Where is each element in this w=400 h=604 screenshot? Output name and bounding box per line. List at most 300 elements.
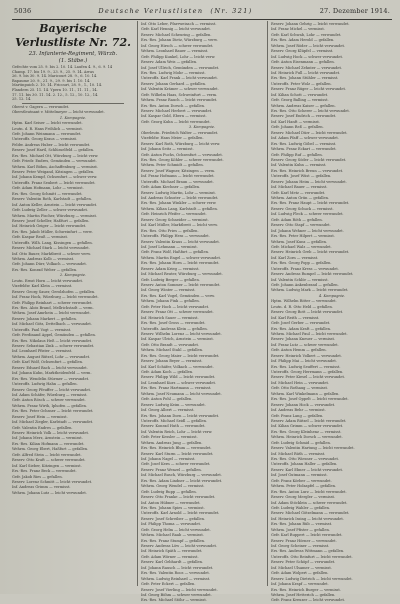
casualty-entry: Wehrm. Georg Ebert, Haßfurt — gefallen. [12,447,89,452]
battle-legend [12,65,134,102]
casualty-list [12,116,134,497]
casualty-entry: Unteroffz. Peter Wolz — gefallen. [271,81,332,86]
casualty-entry: Wehrm. August Rützel, Lohr — verwundet. [12,354,91,359]
casualty-entry: Reserv. Johann Kneuer — vermisst. [271,337,336,342]
casualty-entry: Gefr. Ludwig Zeller — schwer verwundet. [12,208,89,213]
casualty-entry: Reserv. Franz Hörner — verwundet. [271,538,337,543]
casualty-entry: Reserv. Konrad Huth — verwundet. [141,424,206,429]
casualty-entry: Reserv. Johann Heim — leicht verwundet. [271,179,347,184]
casualty-entry: Reserv. Adam Krieg — vermisst. [141,266,200,271]
casualty-entry: Reserv. Karl Roth, Würzburg — leicht verw. [141,141,221,146]
casualty-entry: Gefr. Karl Wolf, Ochsenfurt — gefallen. [12,360,84,365]
column-2 [141,22,263,604]
casualty-entry: Wehrm. Josef Röder — leicht verwundet. [271,43,346,48]
casualty-entry: Unteroffz. Otto Reinfurt — leicht verwundet. [271,554,353,559]
legend-line: 17. 11. bis 30. 11. 14. 2. 12., 5. 12., 10. 12., 14. [12,92,99,97]
casualty-entry: Inf. Otto Bauer, Marktbreit — schwer verw. [12,251,91,256]
casualty-entry: Ers.-Res. Karl Vogel, Gemünden — verw. [141,293,215,298]
casualty-entry: Inf. Karl Hanft — vermisst. [271,119,321,124]
casualty-entry: Gefr. Georg Kuhn — leicht verwundet. [141,119,211,124]
casualty-entry: Ers.-Res. Franz Stumpf — gefallen. [141,538,206,543]
company-heading: 3. Kompagnie. [188,125,216,130]
casualty-entry: Reserv. Georg Schneider — vermisst. [141,217,209,222]
casualty-entry: Ers.-Res. Josef Oppelt — leicht verwundet. [271,397,349,402]
casualty-entry: Inf. Georg Böhm — schwer verwundet. [141,592,212,597]
casualty-entry: Inf. Karl Sieber, Kitzingen — vermisst. [12,463,82,468]
casualty-entry: Reserv. Ludwig Martin, Lohr — vermisst. [141,190,216,195]
legend-line: Champ. 17. bis 19. 9., 23. 9., 25. 9. 14. Arras [12,69,94,74]
casualty-entry: Vizefeldw. Hans Meier — gefallen. [141,136,204,141]
casualty-entry: Unteroffz. Ludwig Hahn — gefallen. [12,382,78,387]
casualty-entry: Inf. Franz Hock, Würzburg — leicht verwundet. [12,295,99,300]
casualty-entry: Ers.-Res. Johann Dietz, Würzburg — verw. [141,38,218,43]
casualty-entry: Inf. Andreas Grimm — vermisst. [12,485,71,490]
casualty-entry: Gefr. Josef Gerber — verwundet. [271,321,331,326]
casualty-entry: Wehrm. Josef Kunz — gefallen. [271,239,328,244]
casualty-entry: Vizefeldw. Karl Klein — vermisst. [12,284,73,289]
casualty-entry: Inf. Valentin Kuhn — vermisst. [271,163,327,168]
casualty-entry: Oberleutn. Friedrich Walter — verwundet. [141,130,219,135]
casualty-entry: Gefr. Karl Schwab, Lohr — verwundet. [271,32,342,37]
casualty-entry: Wehrm. Michael Stahl — gefallen. [141,348,204,353]
casualty-entry: Gefr. Adam Röth — gefallen. [271,217,323,222]
casualty-entry: Inf. Leonhard Kurz — schwer verwundet. [141,380,217,385]
casualty-entry: Reserv. Josef Endrich — verwundet. [271,114,337,119]
casualty-entry: Wehrm. Martin Fischer, Würzburg — vermisst. [12,213,98,218]
casualty-entry: Reserv. Otto Stapf — verwundet. [271,223,331,228]
casualty-entry: Leutn. d. R. Hans Fröhlich — vermisst. [12,126,83,131]
casualty-entry: Wehrm. Peter Holzapfel — gefallen. [271,484,337,489]
casualty-entry: Ers.-Res. Ludwig Mohr — vermisst. [141,70,206,75]
casualty-entry: Reserv. Heinrich Greb — leicht verwundet. [271,250,350,255]
casualty-entry: Wehrm. Andreas Kolb — vermisst. [12,257,75,261]
casualty-entry: Gefr. Adam Kirchner — gefallen. [141,185,201,190]
casualty-entry: Reserv. Valentin Hartung — leicht verwundet. [271,446,355,451]
casualty-entry: Reserv. Johann Gehrig — leicht verwundet. [271,22,350,26]
casualty-entry: Ers.-Res. Adam Kraft — gefallen. [271,326,332,331]
casualty-entry: Gefr. Anton Rösch — schwer verwundet. [12,398,86,403]
casualty-entry: Reserv. Johann Gerhard — gefallen. [141,81,207,86]
casualty-entry: Gefr. Michael Walz — verwundet. [271,244,332,249]
casualty-entry: Unteroffz. Paul Vogt — vermisst. [12,327,72,332]
casualty-entry: Gefr. Ludwig Berger — gefallen. [141,277,200,282]
header-rule [12,19,392,20]
casualty-entry: Ers.-Res. Konrad Weber — gefallen. [12,267,78,272]
company-heading: 2. Kompagnie. [59,273,87,278]
casualty-entry: Wehrm. Ludwig Reinhard — vermisst. [141,576,211,581]
casualty-entry: Reserv. Johann Beyer — vermisst. [141,359,203,364]
casualty-entry: Inf. Johann Seitz — vermisst. [141,147,194,152]
casualty-entry: Reserv. Georg Pfeuffer — leicht verwundet. [12,387,92,392]
casualty-entry: Ers.-Res. Johann Spies — vermisst. [141,505,205,510]
casualty-entry: Wehrm. Ludwig Mark — leicht verwundet. [271,288,349,293]
casualty-entry: Inf. Kilian Grimm — schwer verwundet. [271,424,344,429]
legend-line: Bapaume 20. 9., 21. 9., 29. 9. bis 1. 10. 14. [12,78,91,83]
staff-entry: Oberstleutnant v. Mittelmeyer — leicht verwundet. [12,110,105,115]
casualty-entry: Reserv. Josef Schreiber — gefallen. [141,516,206,521]
casualty-entry: Wehrm. Leonhard Bauer — vermisst. [141,49,209,54]
casualty-entry: Wehrm. Kilian Lang, Karlstadt — gefallen. [141,206,218,211]
casualty-entry: Gefr. Anton Hemm — gefallen. [271,348,327,353]
casualty-entry: Gefr. Adam Koch — gefallen. [141,370,194,374]
casualty-entry: Unteroffz. Johann Haller — gefallen. [271,462,338,467]
casualty-entry: Inf. Kaspar Ulrich, Arnstein — vermisst. [141,337,214,342]
casualty-entry: Inf. Johann Wehner — leicht verwundet. [271,228,344,233]
casualty-entry: Unteroffz. Franz Kress — verwundet. [271,266,339,271]
legend-line: Gefechte vom 25. 9. bis 2. 10. 14. Laufen 4. 9., 6. 9. 14 [12,65,113,69]
casualty-entry: Inf. Michael Bauer — vermisst. [271,185,328,190]
casualty-entry: Ers.-Res. Johann Dorn — leicht verwundet. [141,413,220,418]
casualty-entry: Wehrm. Heinrich Dorsch — verwundet. [271,435,343,440]
company-heading: 1. Kompagnie. [59,115,87,120]
regiment-heading: 23. Infanterie-Regiment, Würzb. [28,51,118,57]
casualty-entry: Leutn. Ernst Horn — leicht verwundet. [12,278,84,283]
casualty-entry: Inf. Anton Keller, Arnstein — leicht verwundet. [12,202,98,207]
casualty-entry: Ers.-Res. Franz Haupt — leicht verwundet. [271,201,350,206]
casualty-entry: Gefr. Franz Kreuzer — leicht verwundet. [271,598,346,603]
casualty-entry: Ers.-Res. Heinrich Breun — verwundet. [271,168,344,173]
casualty-entry: Reserv. Georg Schuck — vermisst. [271,206,334,211]
casualty-entry: Ers.-Res. Heinrich Blum — verwundet. [141,446,212,451]
casualty-entry: Gefr. Georg Balling — vermisst. [271,98,329,103]
casualty-entry: Ers.-Res. Georg Köhler — schwer verwundet. [141,157,224,162]
casualty-entry: Ers.-Res. Otto Fries — gefallen. [141,228,199,233]
casualty-entry: Wehrm. Josef Pfister — gefallen. [271,527,330,532]
casualty-entry: Ers.-Res. Anton Lurz — leicht verwundet. [271,489,347,494]
casualty-entry: Inf. Franz Hofmann — leicht verwundet. [141,174,215,179]
casualty-entry: Ers.-Res. Franz Hartmann — vermisst. [141,386,212,391]
casualty-entry: Gefr. Otto Brandt — verwundet. [141,342,200,347]
casualty-entry: Gefr. Peter Hoch — leicht verwundet. [141,304,210,309]
casualty-entry: Wehrm. Johann Fink — gefallen. [141,299,200,304]
casualty-entry: Inf. Johann Nagel — vermisst. [141,457,196,461]
casualty-entry: Inf. Georg Winter — vermisst. [141,288,196,293]
casualty-entry: Wehrm. Peter Schmidt — gefallen. [141,163,204,168]
casualty-entry: Reserv. Josef Hein — vermisst. [12,414,68,419]
casualty-entry: Reserv. Johann Hock — verwundet. [271,402,336,407]
casualty-entry: Inf. Georg Albert — vermisst. [141,408,195,413]
casualty-entry: Ers.-Res. Adam Herold — gefallen. [271,38,335,43]
casualty-entry: Gefr. Anton Fuchs, Ochsenfurt — verwundet. [141,152,224,157]
casualty-entry: Ers.-Res. Josef Gross — verwundet. [141,321,206,326]
casualty-entry: Gefr. Ludwig Wahler — gefallen. [271,505,331,510]
casualty-entry: Gefr. Anton Eisenmann — gefallen. [271,60,335,65]
casualty-entry: Gefr. Adam Hofmann, Lohr — vermisst. [12,186,84,191]
casualty-entry: Ers.-Res. Johann Horn — leicht verwundet. [141,261,220,266]
casualty-entry: Inf. Otto Leber, Pfarrweisach — vermisst. [141,22,217,26]
casualty-entry: Reserv. Franz Rüger — leicht verwundet. [271,87,347,92]
list-title: Bayerische Verlustliste Nr. 72. [15,22,131,49]
casualty-entry: Wehrm. Michael Paul — leicht verwundet. [271,331,348,336]
casualty-entry: Inf. Kilian Schott — verwundet. [271,92,329,97]
casualty-entry: Gefr. Karl Ruppert — leicht verwundet. [271,533,343,538]
casualty-entry: Reserv. Sebastian Zink — schwer verwundet. [12,344,95,348]
casualty-entry: Inf. Andreas Behr — vermisst. [271,408,326,413]
casualty-entry: Wehrm. Andreas Jung — gefallen. [141,440,203,445]
publication-date: 27. Dezember 1914. [319,7,390,15]
casualty-entry: Reserv. Adam Rützel — leicht verwundet. [271,418,347,423]
casualty-entry: Inf. Johann Rausch — leicht verwundet. [141,565,214,570]
casualty-entry: Inf. Michael Ulsamer — vermisst. [271,565,332,570]
casualty-entry: Ers.-Res. Georg Kleinhenz — vermisst. [271,429,342,434]
casualty-entry: Reserv. Josef Scheller, Haßfurt — gefallen. [12,218,90,223]
casualty-entry: Gefr. Franz Körber — verwundet. [271,478,332,483]
casualty-entry: Reserv. Otto Franke — leicht verwundet. [141,495,216,500]
casualty-entry: Wehrm. Franz Eckart — verwundet. [271,147,337,152]
casualty-entry: Ers.-Res. Georg Schmitt — verwundet. [12,191,83,196]
column-divider [137,21,138,586]
casualty-entry: Reserv. Valentin Kraus — leicht verwundet. [141,239,220,244]
casualty-entry: Reserv. Karl Gebhardt — gefallen. [141,560,204,565]
casualty-entry: Reserv. Josef Hartl, Schlüsselfeld — gefallen. [12,148,95,153]
casualty-entry: Ers.-Res. Valentin Roos — verwundet. [141,571,210,576]
casualty-entry: Inf. Josef Ullrich, Gemünden — verwundet. [141,65,220,70]
casualty-entry: Inf. Valentin Reich, Lohr — leicht verw. [141,429,213,434]
casualty-entry: Unteroffz. Wilh. Lang, Kissingen — gefallen. [12,240,93,245]
casualty-entry: Reserv. Georg Mergler — vermisst. [271,495,336,500]
casualty-entry: Inf. Josef Gutmann — vermisst. [271,473,328,478]
staff-entries [12,105,134,116]
casualty-entry: Ers.-Res. Johann Stühler — vermisst. [271,76,339,81]
casualty-entry: Inf. Michael Reuter, Würzburg — verwundet. [141,272,223,277]
casualty-entry: Wehrm. Franz Wirth, Iphofen — gefallen. [12,403,88,408]
casualty-entry: Ers.-Res. Alois Brand, Mellrichstadt — verm. [12,305,94,310]
casualty-entry: Gefr. Jakob Ries — gefallen. [12,474,63,479]
casualty-entry: Inf. Adam Schäfer, Würzburg — vermisst. [12,392,88,397]
casualty-entry: Ers.-Res. Michael Ott, Würzburg — leicht verw. [12,153,99,158]
casualty-entry: Wehrm. Anton Grün — gefallen. [271,196,330,200]
casualty-entry: Gefr. Ludwig Schmid — gefallen. [271,440,331,445]
casualty-entry: Reserv. Peter Kiesel — leicht verwundet. [271,375,346,380]
casualty-entry: Gefr. Johann Ankenbrand — gefallen. [271,283,339,287]
casualty-entry: Inf. Michael Rüth — vermisst. [271,451,326,456]
casualty-entry: Ers.-Res. Georg Maier — leicht verwundet. [141,353,220,358]
casualty-entry: Ers.-Res. Kilian Hofmann — verwundet. [12,441,85,446]
legend-line: 26. 9. bis 30. 9. 14. Maricourt 28. 9., 6. 10. 14. [12,74,98,79]
casualty-entry: Gefr. Adam Wolpert — gefallen. [271,571,329,576]
casualty-entry: Reserv. Georg Söder — leicht verwundet. [271,157,347,162]
casualty-entry: Reserv. Ludwig Keim — verwundet. [141,402,206,407]
casualty-entry: Inf. Heinrich Full — leicht verwundet. [271,70,341,75]
casualty-entry: Inf. Heinrich Späth — verwundet. [141,549,203,554]
casualty-entry: Ers.-Res. Peter Hilpert — vermisst. [271,234,335,239]
casualty-entry: Wehrm. Josef Hetterich — gefallen. [271,592,336,597]
publication-title: Deutsche Verlustlisten (Nr. 321) [98,7,253,15]
casualty-entry: Inf. Johann Krapf — verwundet. [271,582,329,587]
casualty-entry: Gefr. Anton Pohl — gefallen. [141,397,193,402]
casualty-entry: Ers.-Res. Jakob Müller, Schweinfurt — verw. [12,229,93,234]
casualty-entry: Reserv. Anton Sommer — leicht verwundet. [141,283,221,287]
casualty-entry: Reserv. Andreas Löw — leicht verwundet. [141,544,218,548]
casualty-entry: Reserv. Lorenz Schmitt — leicht verwundet. [12,479,93,484]
casualty-entry: Gefr. Johann Reß — gefallen. [271,125,324,130]
casualty-entry: Gefr. Friedr. Endres, Gemünden — verwundet. [12,159,97,164]
casualty-entry: Inf. Adam Pfaff — schwer verwundet. [271,136,339,141]
casualty-entry: Inf. Philipp Thoma — verwundet. [141,522,202,527]
staff-entry: Oberst v. Gagern — verwundet. [12,104,70,109]
casualty-entry: Unteroffz. Michael Braun — verwundet. [141,179,214,184]
casualty-entry: Feldw. Andreas Huber — leicht verwundet. [12,142,91,147]
casualty-entry: Wehrm. Josef Amrhein — leicht verwundet. [12,311,91,316]
casualty-entry: Reserv. Michael Herbert — verwundet. [141,109,213,113]
casualty-entry: Gefr. Peter Eckert — gefallen. [141,582,196,587]
casualty-entry: Inf. Michael Ziegler, Karlstadt — verwundet. [12,420,94,425]
casualty-entry: Ers.-Res. Michael Stöhr — vermisst. [141,598,207,603]
casualty-entry: Gefr. Ludwig Rupp — gefallen. [141,489,197,494]
casualty-entry: Reserv. Josef Vierling — leicht verwundet. [141,587,218,592]
casualty-entry: Gefr. Philipp Ruf — gefallen. [271,152,323,157]
casualty-entry: Inf. Franz Michel — vermisst. [271,27,325,32]
casualty-entry: Reserv. Johann Markert — gefallen. [12,316,77,321]
casualty-entry: Inf. Johann Kuhn, Marktheidenfeld — verm. [12,371,92,376]
casualty-entry: Unteroffz. Georg Herrmann — gefallen. [271,370,344,374]
casualty-entry: Unteroffz. Franz Seubert — leicht verwundet. [12,180,96,185]
casualty-entry: Gefr. Johann Weinmann — verwundet. [12,131,82,136]
casualty-entry: Ers.-Res. Georg Popp — gefallen. [271,261,332,266]
casualty-entry: Gefr. Heinrich Pfeifer — verwundet. [141,212,207,217]
casualty-entry: Reserv. Ludwig Dietrich — leicht verwundet. [271,576,353,581]
casualty-entry: Inf. Leonhard Pfister — vermisst. [12,349,73,354]
casualty-entry: Wehrm. Karl Böhm, Aschaffenburg — vermisst. [12,164,99,169]
casualty-entry: Ers.-Res. Nikolaus Heß — leicht verwundet. [12,338,93,343]
casualty-entry: Reserv. Michael Götzelmann — verwundet. [271,511,350,516]
column-1 [12,22,134,496]
casualty-entry: Wehrm. Andreas Kaiser — gefallen. [271,103,336,108]
casualty-entry: Wehrm. Georg Wendel — vermisst. [141,484,205,489]
casualty-entry: Reserv. Peter Weigand, Kitzingen — gefallen. [12,170,95,174]
casualty-entry: Ers.-Res. Johann Winkler — schwer verw. [141,201,217,206]
casualty-entry: Ers.-Res. Ludwig Seuffert — vermisst. [271,364,341,369]
casualty-entry: Inf. Michael Götz, Dettelbach — verwundet. [12,322,93,327]
casualty-entry: Reserv. Michael Zehnter — verwundet. [271,65,343,70]
casualty-entry: Inf. Ludwig Hock — schwer verwundet. [271,54,344,59]
casualty-entry: Reserv. Peter Schöpf — verwundet. [271,560,336,565]
casualty-entry: Inf. Karl Müller, Marktbreit — leicht verw. [141,223,218,228]
casualty-entry: Unteroffz. Philipp Hess — verwundet. [141,234,210,239]
casualty-entry: Gefr. Josef Kern — schwer verwundet. [141,462,211,467]
casualty-entry: Ers.-Res. Wendelin Stürmer — verwundet. [12,376,90,381]
casualty-entry: Inf. Heinrich Issing — leicht verwundet. [271,516,344,521]
casualty-entry: Inf. Michael Hein — verwundet. [271,380,330,385]
casualty-entry: Ers.-Res. Otto Wiesner — verwundet. [271,457,340,461]
casualty-entry: Wehrm. Karl Winkelmann — gefallen. [271,391,340,396]
casualty-entry: Gefr. Philipp Kunkel, Lohr — leicht verw. [141,54,216,59]
casualty-entry: Ers.-Res. Andreas Wittmann — gefallen. [271,549,345,554]
column-3 [271,22,393,604]
casualty-entry: Gefr. Otto Rothaug — vermisst. [271,386,329,391]
casualty-entry: Reserv. Andreas Rumpel — leicht verwundet. [271,272,354,277]
casualty-entry: Inf. Ludwig Fleck — schwer verwundet. [271,212,344,217]
casualty-entry: Reserv. Philipp Wild — leicht verwundet. [141,375,216,380]
page-header [14,4,390,18]
casualty-entry: Gefr. Franz Wolf, Haßfurt — gefallen. [141,250,210,255]
casualty-entry: Inf. Valentin Schlör — vermisst. [271,277,329,282]
casualty-entry: Wehrm. Martin Engel — schwer verwundet. [141,255,222,260]
casualty-entry: Ers.-Res. Franz Beck — verwundet. [12,469,77,474]
casualty-entry: Reserv. Karl Ebner — leicht verwundet. [271,467,344,472]
casualty-entry: Reserv. Franz Ott — schwer verwundet. [141,310,214,315]
casualty-entry: Inf. Johann Kempf, Ochsenfurt — schwer verw. [12,175,98,180]
casualty-entry: Unteroffz. Karl Frank — leicht verwundet. [141,76,219,81]
casualty-entry: Wehrm. Franz Rauch — leicht verwundet. [141,98,218,103]
casualty-entry: Gefr. Georg Helm — leicht verwundet. [141,527,211,532]
casualty-entry: Unteroffz. Josef Wüst — gefallen. [271,174,332,179]
casualty-entry: Gefr. Ferdinand Appel, Gemünden — gefallen. [12,333,96,338]
casualty-entry: Unteroffz. Georg Kraus — vermisst. [12,137,78,142]
casualty-entry: Unteroffz. Andreas Klein — gefallen. [141,326,208,331]
casualty-entry: Reserv. Georg Bott — leicht verwundet. [271,310,344,315]
casualty-entry: Inf. Georg Hirsch — schwer verwundet. [141,43,214,48]
casualty-entry: Reserv. Heinrich Volk — leicht verwundet. [12,431,90,435]
casualty-entry: Gefr. Philipp Reinhart — schwer verwundet. [12,300,93,305]
casualty-entry: Reserv. Valentin Roth, Karlstadt — gefallen. [12,197,92,202]
casualty-entry: Wehrm. Johann Lutz — leicht verwundet. [12,490,87,495]
casualty-entry: Hptm. Karl Seiser — leicht verwundet. [12,121,83,126]
casualty-entry: Ers.-Res. Otto Scherer — leicht verwundet. [271,109,350,113]
casualty-entry: Gefr. Karl Hennig — leicht verwundet. [141,27,211,32]
casualty-entry: Inf. Franz Lutz — schwer verwundet. [271,342,339,347]
casualty-entry: Gefr. Adam Wörner — vermisst. [141,554,199,559]
casualty-entry: Inf. Georg Scheiner — vermisst. [271,544,330,548]
legend-line: Martinpuich 2. 10. 14. Fricourt, 28. 9., 1., 10. 14. [12,83,103,88]
section-rule [22,103,124,104]
casualty-entry: Reserv. Adam Weis — gefallen. [141,60,198,65]
casualty-entry: Leutn. d. R. Otto Held — gefallen. [271,304,333,309]
column-divider [267,21,268,586]
casualty-entry: Gefr. Peter Kessler — vermisst. [141,435,198,440]
company-heading: 4. Kompagnie. [318,293,346,298]
casualty-entry: Wehrm. Josef Neumann — leicht verwundet. [141,391,222,396]
casualty-entry: Reserv. Otto Kraft — schwer verwundet. [12,458,86,463]
casualty-entry: Inf. Josef Lehmann — vermisst. [141,244,198,249]
casualty-entry: Inf. Michael Busch, Würzburg — verwundet. [141,473,222,478]
casualty-entry: Hptm. Wilhelm Ritter — verwundet. [271,299,337,304]
casualty-entry: Inf. Valentin Krämer — schwer verwundet. [141,87,219,92]
casualty-entry: Unteroffz. Karl Arnold — leicht verwundet. [141,511,220,516]
casualty-entry: Gefr. Alfred Stein — leicht verwundet. [12,452,82,457]
casualty-entry: Ers.-Res. Johann Rüb — vermisst. [271,522,333,527]
casualty-entry: Unteroffz. Michael Seidl — gefallen. [141,418,208,423]
casualty-entry: Ers.-Res. Adam Lindner — leicht verwundet. [141,478,223,483]
casualty-entry: Inf. Adam Stöcklein — schwer verwundet. [271,500,348,505]
casualty-entry: Reserv. Karl Sturm — leicht verwundet. [141,451,214,456]
casualty-entry: Reserv. Franz Wenzel — gefallen. [141,467,202,472]
casualty-entry: Reserv. Wilhelm Lorenz — leicht verwundet. [141,331,222,336]
casualty-entry: Gefr. Karl Metz — verwundet. [271,190,326,195]
casualty-entry: Reserv. Georg Sauer, Gerolzhofen — gefallen. [12,289,96,294]
casualty-entry: Gefr. Wilhelm Haas, Schweinfurt — verm. [141,92,218,97]
casualty-entry: Reserv. Michael Scheuring — gefallen. [141,32,212,37]
casualty-entry: Gefr. Valentin Endres — gefallen. [12,425,73,430]
casualty-entry: Inf. Anton Hübner — verwundet. [141,500,201,505]
casualty-entry: Inf. Heinrich Sauer — vermisst. [141,315,199,320]
casualty-entry: Inf. Kaspar Gold, Ebern — vermisst. [141,114,207,119]
casualty-entry: Wehrm. Michael Raab — vermisst. [141,533,204,538]
casualty-entry: Inf. Philipp Mai — leicht verwundet. [271,359,337,364]
casualty-entry: Gefr. Kaspar Reuß — vermisst. [12,235,69,240]
page-number: 5036 [14,7,32,15]
casualty-entry: Gefr. Franz Lang — gefallen. [271,413,324,418]
casualty-entry: Inf. Heinrich Geiger — leicht verwundet. [12,224,87,229]
legend-line: 25. 12. 14. [12,97,32,102]
casualty-entry: Ers.-Res. Peter Öchsner — leicht verwundet. [12,409,94,414]
casualty-entry: Inf. Karl Schäfer, Volkach — verwundet. [141,364,214,369]
legend-line: Flandern 25. 11. 14. Ypern 10. 11., 11. 11., 14. [12,87,98,92]
casualty-entry: Gefr. Johann Dürr, Volkach — verwundet. [12,262,87,267]
casualty-entry: Inf. Andreas Schuster — leicht verwundet. [141,196,219,200]
garrison-heading: (1. Stäbe.) [58,58,88,64]
casualty-entry: Ers.-Res. Anton Dorsch — gefallen. [141,103,206,108]
